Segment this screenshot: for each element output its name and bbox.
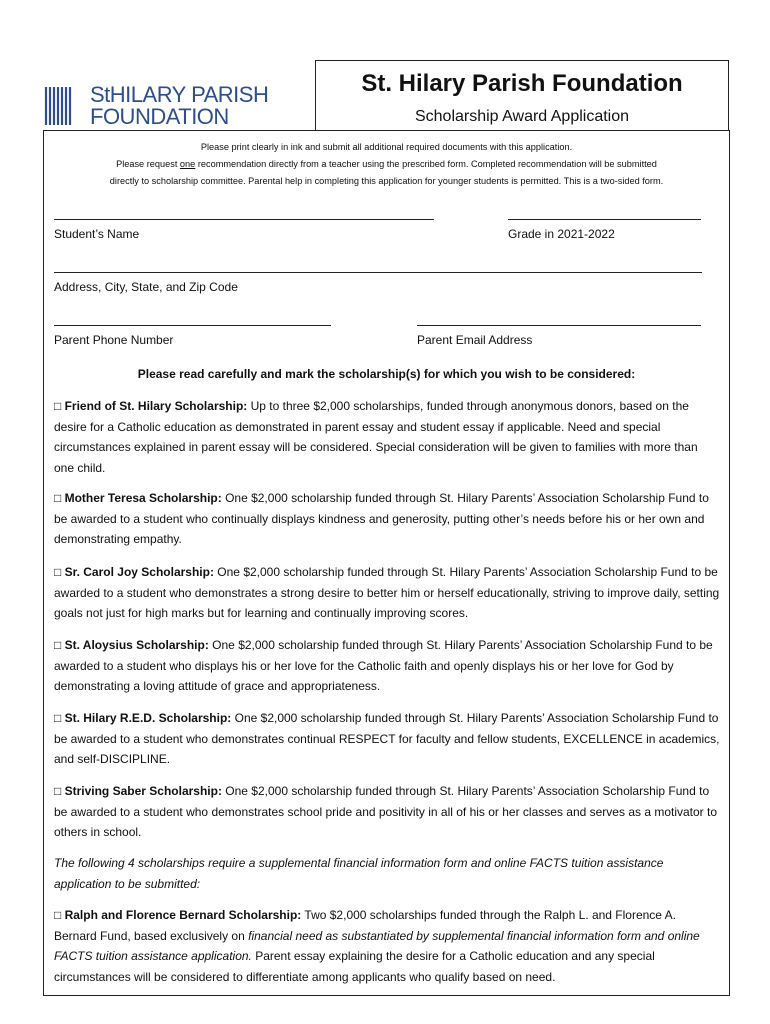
page-title: St. Hilary Parish Foundation <box>361 70 683 97</box>
section-heading: Please read carefully and mark the scholarship(s) for which you wish to be considered: <box>137 367 636 381</box>
parent-email-label: Parent Email Address <box>417 333 533 347</box>
scholarship-text: Up to three $2,000 scholarships, funded through anonymous donors, based on the desire for a Catholic education as demonstrated in parent essay and student essay if applicable. Need and special circumstances explained in parent essay will be considered. Special consideration will be given to families with more than one child. <box>54 399 698 475</box>
application-form <box>43 130 730 996</box>
parent-phone-line[interactable] <box>54 313 331 326</box>
student-name-label: Student’s Name <box>54 227 140 241</box>
grade-label: Grade in 2021-2022 <box>508 227 615 241</box>
scholarship-text: One $2,000 scholarship funded through St. Hilary Parents’ Association Scholarship Fund to be awarded to a student who continually displays kindness and generosity, putting other’s needs before his or her own and demonstrating empathy. <box>54 491 709 546</box>
parent-email-line[interactable] <box>417 313 701 326</box>
scholarship-text: One $2,000 scholarship funded through St. Hilary Parents’ Association Scholarship Fund to be awarded to a student who demonstrates a strong desire to better him or herself educationally, striving to improve daily, setting goals not just for high marks but for learning and continually improving scores. <box>54 565 720 620</box>
page-subtitle: Scholarship Award Application <box>414 108 630 125</box>
address-line[interactable] <box>54 260 702 273</box>
logo-line-1: StHILARY PARISH <box>90 82 269 107</box>
bernard-scholarship-item[interactable] <box>54 905 720 987</box>
financial-note: The following 4 scholarships require a supplemental financial information form and online FACTS tuition assistance application to be submitted: <box>54 856 664 891</box>
scholarship-item[interactable] <box>54 781 720 843</box>
scholarship-text: Two $2,000 scholarships funded through the Ralph L. and Florence A. Bernard Fund, based exclusively on <box>54 908 676 943</box>
logo-line-2: FOUNDATION <box>90 104 229 129</box>
student-name-field[interactable] <box>54 207 434 241</box>
logo-mark-icon <box>44 85 74 127</box>
scholarship-title[interactable]: □ Sr. Carol Joy Scholarship: <box>54 565 214 579</box>
scholarship-item[interactable] <box>54 708 720 770</box>
scholarship-title[interactable]: □ Friend of St. Hilary Scholarship: <box>54 399 248 413</box>
parent-phone-field[interactable] <box>54 313 331 347</box>
scholarship-title[interactable]: □ St. Hilary R.E.D. Scholarship: <box>54 711 232 725</box>
address-label: Address, City, State, and Zip Code <box>54 280 238 294</box>
address-field[interactable] <box>54 260 702 294</box>
scholarship-title[interactable]: □ St. Aloysius Scholarship: <box>54 638 209 652</box>
scholarship-text-2: Parent essay explaining the desire for a Catholic education and any special circumstances will be considered to differentiate among applicants who qualify based on need. <box>54 949 655 984</box>
instruction-line-1: Please print clearly in ink and submit all additional required documents with this application. <box>200 142 573 152</box>
scholarship-item[interactable] <box>54 635 720 697</box>
grade-field[interactable] <box>508 207 701 241</box>
scholarship-title[interactable]: □ Mother Teresa Scholarship: <box>54 491 222 505</box>
scholarship-title[interactable]: □ Striving Saber Scholarship: <box>54 784 222 798</box>
scholarship-item[interactable] <box>54 562 720 624</box>
instruction-emphasis: one <box>179 159 196 169</box>
instruction-line-2-pre: Please request <box>116 159 180 169</box>
instruction-line-3: directly to scholarship committee. Parental help in completing this application for younger students is permitted. This is a two-sided form. <box>109 176 664 186</box>
header-box <box>315 60 729 130</box>
instruction-line-2 <box>44 156 729 173</box>
parent-phone-label: Parent Phone Number <box>54 333 174 347</box>
instruction-line-2-post: recommendation directly from a teacher using the prescribed form. Completed recommendation will be submitted <box>195 159 657 169</box>
grade-line[interactable] <box>508 207 701 220</box>
foundation-logo <box>44 84 268 128</box>
scholarship-item[interactable] <box>54 396 720 478</box>
scholarship-text: One $2,000 scholarship funded through St. Hilary Parents’ Association Scholarship Fund to be awarded to a student who demonstrates continual RESPECT for faculty and fellow students, EXCELLENCE in academics, and self-DISCIPLINE. <box>54 711 720 766</box>
scholarship-italic-text: financial need as substantiated by supplemental financial information form and online FACTS tuition assistance application. <box>54 928 700 963</box>
student-name-line[interactable] <box>54 207 434 220</box>
scholarship-text: One $2,000 scholarship funded through St. Hilary Parents’ Association Scholarship Fund to be awarded to a student who demonstrates school pride and positivity in all of his or her classes and serves as a motivator to others in school. <box>54 784 718 839</box>
scholarship-item[interactable] <box>54 488 720 550</box>
scholarship-text: One $2,000 scholarship funded through St. Hilary Parents’ Association Scholarship Fund to be awarded to a student who displays his or her love for the Catholic faith and openly displays his or her love for God by demonstrating a loving attitude of grace and appropriateness. <box>54 638 713 693</box>
instructions <box>44 139 729 190</box>
parent-email-field[interactable] <box>417 313 701 347</box>
scholarship-title[interactable]: □ Ralph and Florence Bernard Scholarship: <box>54 908 302 922</box>
